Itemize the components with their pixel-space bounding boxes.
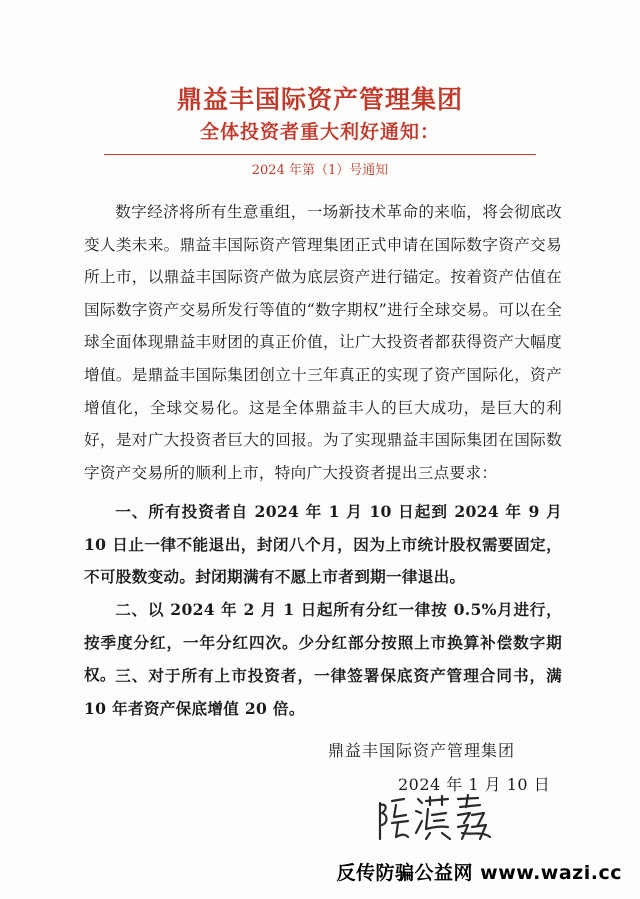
signing-date: 2024 年 1 月 10 日 — [398, 775, 551, 794]
document-number: 2024 年第（1）号通知 — [251, 163, 389, 178]
requirement-2-paragraph: 二、以 2024 年 2 月 1 日起所有分红一律按 0.5%月进行，按季度分红，一年分红四次。少分红部分按照上市换算补偿数字期权。 — [84, 600, 562, 685]
document-title: 鼎益丰国际资产管理集团 — [176, 85, 463, 114]
header-divider — [104, 154, 536, 155]
intro-paragraph: 数字经济将所有生意重组，一场新技术革命的来临，将会彻底改变人类未来。鼎益丰国际资产管理集团正式申请在国际数字资产交易所上市，以鼎益丰国际资产做为底层资产进行锚定。按着资产估值在国际数字资产交易所发行等值的“数字期权”进行全球交易。可以在全球全面体现鼎益丰财团的真正价值，让广大投资者都获得资产大幅度增值。是鼎益丰国际集团创立十三年真正的实现了资产国际化，资产增值化，全球交易化。这是全体鼎益丰人的巨大成功，是巨大的利好，是对广大投资者巨大的回报。为了实现鼎益丰国际集团在国际数字资产交易所的顺利上市，特向广大投资者提出三点要求： — [84, 203, 562, 482]
document-subtitle: 全体投资者重大利好通知： — [199, 121, 440, 143]
requirement-3-paragraph: 三、对于所有上市投资者，一律签署保底资产管理合同书，满 10 年者资产保底增值 20 倍。 — [84, 666, 562, 718]
site-watermark: 反传防骗公益网 www.wazi.cc — [336, 862, 622, 884]
requirement-1-paragraph: 一、所有投资者自 2024 年 1 月 10 日起到 2024 年 9 月 10 日止一律不能退出，封闭八个月，因为上市统计股权需要固定，不可股数变动。封闭期满有不愿上市者到期一律退出。 — [84, 502, 562, 587]
handwritten-signature — [374, 793, 494, 845]
signing-organization: 鼎益丰国际资产管理集团 — [328, 741, 516, 760]
